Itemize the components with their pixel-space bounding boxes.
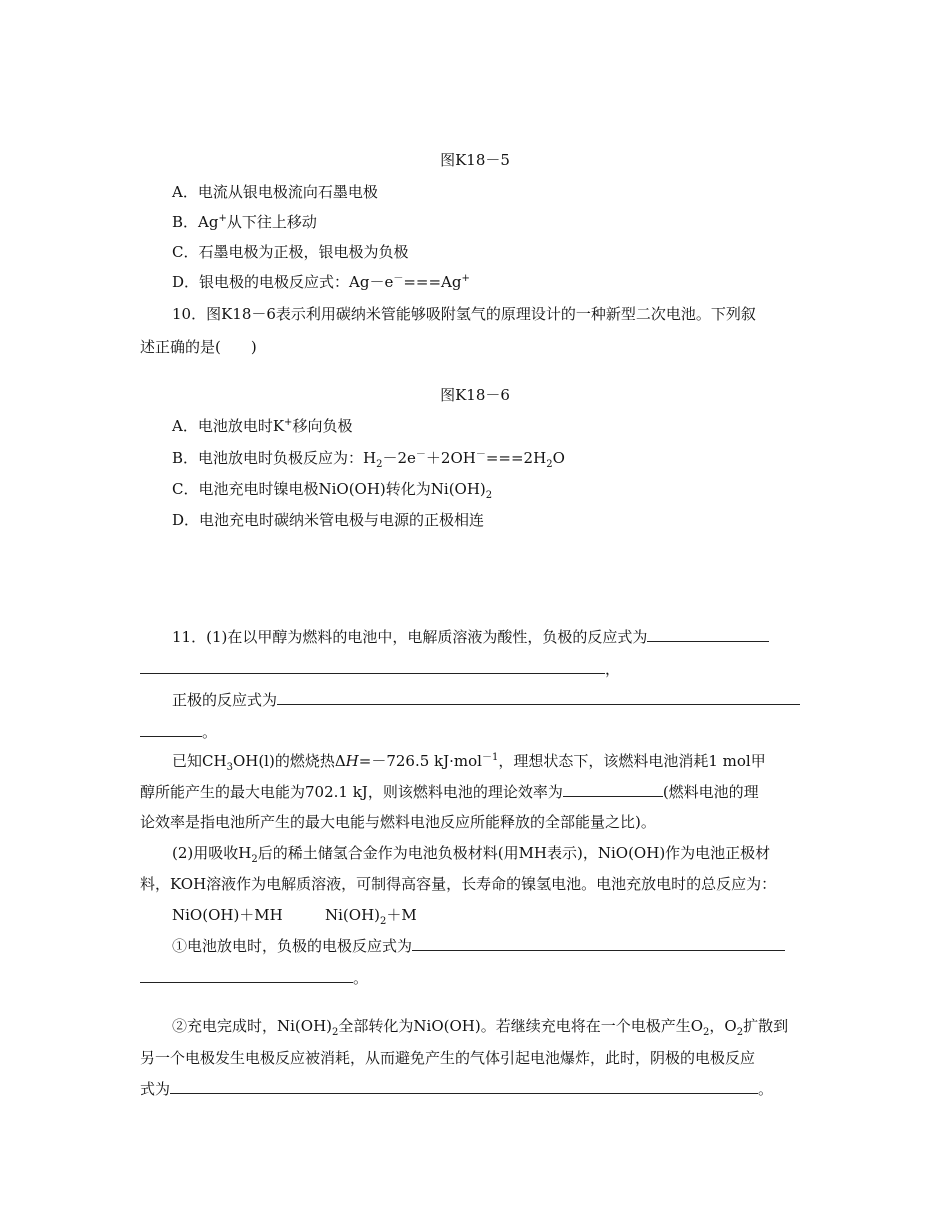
q9-option-a: A．电流从银电极流向石墨电极 xyxy=(172,183,378,201)
q10-option-b-text: B．电池放电时负极反应为：H xyxy=(172,449,377,467)
q11-part2-line2: 料，KOH溶液作为电解质溶液，可制得高容量，长寿命的镍氢电池。电池充放电时的总反应为： xyxy=(140,875,777,893)
q11-sub2-line2: 另一个电极发生电极反应被消耗，从而避免产生的气体引起电池爆炸，此时，阴极的电极反应 xyxy=(140,1049,756,1067)
q11-text: 醇所能产生的最大电能为702.1 kJ，则该燃料电池的理论效率为 xyxy=(140,783,563,801)
subscript: 2 xyxy=(380,916,387,927)
q11-text: =－726.5 kJ·mol xyxy=(358,752,482,770)
q11-text: 11．(1)在以甲醇为燃料的电池中，电解质溶液为酸性，负极的反应式为 xyxy=(172,628,648,646)
q11-equation-right xyxy=(325,905,417,925)
q10-option-d: D．电池充电时碳纳米管电极与电源的正极相连 xyxy=(172,511,485,529)
subscript: 2 xyxy=(251,854,258,865)
superscript: － xyxy=(475,449,486,460)
q10-option-b-text: －2e xyxy=(382,449,416,467)
q9-option-d xyxy=(172,272,470,292)
q9-option-b xyxy=(172,212,317,232)
superscript: －1 xyxy=(481,752,499,763)
q11-text: 后的稀土储氢合金作为电池负极材料(用MH表示)，NiO(OH)作为电池正极材 xyxy=(257,844,771,862)
q11-sub1-line1 xyxy=(172,936,785,956)
q11-part1-line3 xyxy=(172,690,800,710)
q10-option-b xyxy=(172,448,565,468)
subscript: 2 xyxy=(376,459,383,470)
q11-text: ，O xyxy=(709,1017,737,1035)
answer-blank[interactable] xyxy=(563,782,663,797)
q11-part1-heat-line3: 论效率是指电池所产生的最大电能与燃料电池反应所能释放的全部能量之比)。 xyxy=(140,813,656,831)
answer-blank[interactable] xyxy=(277,690,800,705)
answer-blank[interactable] xyxy=(140,659,605,674)
figure-caption-k18-5: 图K18－5 xyxy=(440,151,510,169)
q10-option-b-text: ===2H xyxy=(485,449,547,467)
q11-text: ， xyxy=(605,660,621,678)
q10-option-a-text: A．电池放电时K xyxy=(172,417,285,435)
superscript: + xyxy=(284,417,293,428)
q11-part1-line1 xyxy=(172,627,769,647)
q10-option-b-text: ＋2OH xyxy=(425,449,476,467)
subscript: 2 xyxy=(332,1027,339,1038)
q11-text: 。 xyxy=(758,1080,774,1098)
q11-part1-line2 xyxy=(140,659,620,679)
q9-option-d-text: ===Ag xyxy=(403,273,462,291)
answer-blank[interactable] xyxy=(170,1079,758,1094)
q11-sub2-line3 xyxy=(140,1079,773,1099)
q11-text: 正极的反应式为 xyxy=(172,691,278,709)
q10-option-a-text: 移向负极 xyxy=(292,417,353,435)
q10-option-b-text: O xyxy=(552,449,565,467)
q11-text: 扩散到 xyxy=(743,1017,789,1035)
q11-text: (2)用吸收H xyxy=(172,844,252,862)
q11-text: OH(l)的燃烧热Δ xyxy=(232,752,346,770)
q11-text: 。 xyxy=(353,969,369,987)
subscript: 2 xyxy=(546,459,553,470)
q10-option-c xyxy=(172,479,492,499)
answer-blank[interactable] xyxy=(140,968,353,983)
q10-stem-line2: 述正确的是( ) xyxy=(140,338,257,356)
subscript: 2 xyxy=(736,1027,744,1038)
q11-text: ①电池放电时，负极的电极反应式为 xyxy=(172,937,413,955)
q11-part1-heat-line1 xyxy=(172,751,766,771)
q9-option-b-text: B．Ag xyxy=(172,213,219,231)
q11-text: Ni(OH) xyxy=(325,906,381,924)
q11-part1-line4 xyxy=(140,722,217,742)
q11-text: H xyxy=(345,752,359,770)
q11-sub1-line2 xyxy=(140,968,368,988)
q11-text: ＋M xyxy=(386,906,417,924)
superscript: + xyxy=(461,273,470,284)
answer-blank[interactable] xyxy=(412,936,785,951)
figure-caption-k18-6: 图K18－6 xyxy=(440,386,510,404)
q11-equation-left: NiO(OH)＋MH xyxy=(172,906,283,924)
q9-option-d-text: D．银电极的电极反应式：Ag－e xyxy=(172,273,394,291)
q11-text: 全部转化为NiO(OH)。若继续充电将在一个电极产生O xyxy=(338,1017,703,1035)
q11-sub2-line1 xyxy=(172,1016,788,1036)
q10-stem-line1: 10．图K18－6表示利用碳纳米管能够吸附氢气的原理设计的一种新型二次电池。下列叙 xyxy=(172,305,756,323)
q11-text: 。 xyxy=(202,723,218,741)
subscript: 3 xyxy=(226,762,233,773)
superscript: － xyxy=(415,449,426,460)
q11-part1-heat-line2 xyxy=(140,782,759,802)
answer-blank[interactable] xyxy=(140,722,202,737)
superscript: － xyxy=(393,273,404,284)
q11-text: 已知CH xyxy=(172,752,227,770)
q11-text: ，理想状态下，该燃料电池消耗1 mol甲 xyxy=(498,752,766,770)
q10-option-c-text: C．电池充电时镍电极NiO(OH)转化为Ni(OH) xyxy=(172,480,486,498)
subscript: 2 xyxy=(485,490,493,501)
answer-blank[interactable] xyxy=(647,627,769,642)
q9-option-c: C．石墨电极为正极，银电极为负极 xyxy=(172,243,409,261)
q11-part2-line1 xyxy=(172,843,770,863)
superscript: + xyxy=(218,213,227,224)
q11-text: (燃料电池的理 xyxy=(662,783,759,801)
q10-option-a xyxy=(172,416,352,436)
q11-text: 式为 xyxy=(140,1080,171,1098)
q11-text: ②充电完成时，Ni(OH) xyxy=(172,1017,333,1035)
q9-option-b-text: 从下往上移动 xyxy=(226,213,317,231)
subscript: 2 xyxy=(703,1027,710,1038)
